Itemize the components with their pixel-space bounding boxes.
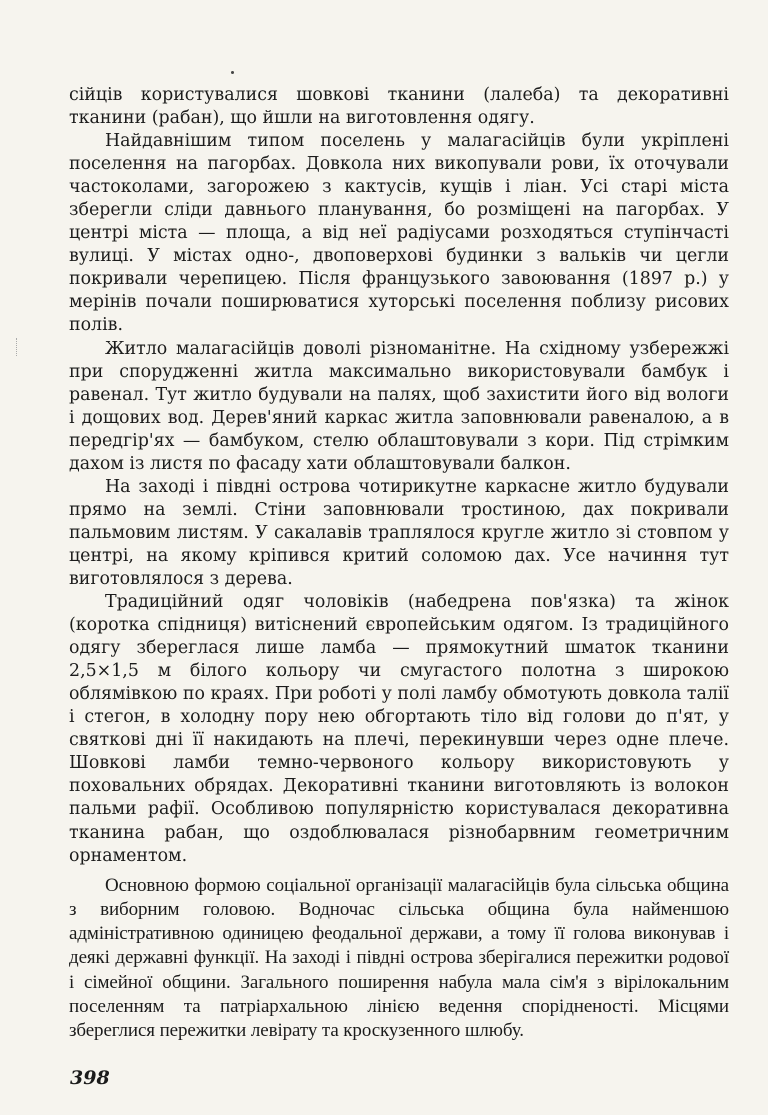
paragraph-social-organization: Основною формою соціальної організації малагасійців була сільська община з виборним головою. Водночас сільська община була найменшою адміністративною одиницею феодальної держави, а тому її голова виконував і деякі державні функції. На заході і півдні острова зберігалися пережитки родової і сімейної общини. Загального поширення набула мала сім'я з вірілокальним поселенням та патріархальною лінією ведення спорідненості. Місцями збереглися пережитки левірату та кроскузенного шлюбу. bbox=[69, 874, 729, 1042]
ink-dot bbox=[231, 71, 234, 74]
page-number: 398 bbox=[70, 1067, 110, 1089]
paragraph-west-south: На заході і півдні острова чотирикутне каркасне житло будували прямо на землі. Стіни заповнювали тростиною, дах покривали пальмовим листям. У сакалавів траплялося кругле житло зі стовпом у центрі, на якому кріпився критий соломою дах. Усе начиння тут виготовлялося з дерева. bbox=[69, 476, 729, 589]
paragraph-continuation: сійців користувалися шовкові тканини (лалеба) та декоративні тканини (рабан), що йшли на виготовлення одягу. bbox=[69, 85, 729, 129]
edge-marks bbox=[16, 338, 21, 356]
paragraph-dwellings: Житло малагасійців доволі різноманітне. На східному узбережжі при спорудженні житла максимально використовували бамбук і равенал. Тут житло будували на палях, щоб захистити його від вологи і дощових вод. Дерев'яний каркас житла заповнювали равеналою, а в передгір'ях — бамбуком, стелю облаштовували з кори. Під стрімким дахом із листя по фасаду хати облаштовували балкон. bbox=[69, 338, 729, 474]
paragraph-settlements: Найдавнішим типом поселень у малагасійців були укріплені поселення на пагорбах. Довкола них викопували рови, їх оточували частоколами, загорожею з кактусів, кущів і ліан. Усі старі міста зберегли сліди давнього планування, бо розміщені на пагорбах. У центрі міста — площа, а від неї радіусами розходяться ступінчасті вулиці. У містах одно-, двоповерхові будинки з вальків чи цегли покривали черепицею. Після французького завоювання (1897 р.) у мерінів почали поширюватися хуторські поселення поблизу рисових полів. bbox=[69, 131, 729, 336]
paragraph-clothing: Традиційний одяг чоловіків (набедрена пов'язка) та жінок (коротка спідниця) витіснений європейським одягом. Із традиційного одягу збереглася лише ламба — прямокутний шматок тканини 2,5×1,5 м білого кольору чи смугастого полотна з широкою облямівкою по краях. При роботі у полі ламбу обмотують довкола талії і стегон, в холодну пору нею обгортають тіло від голови до п'ят, у святкові дні її накидають на плечі, перекинувши через одне плече. Шовкові ламби темно-червоного кольору використовують у поховальних обрядах. Декоративні тканини виготовляють із волокон пальми рафії. Особливою популярністю користувалася декоративна тканина рабан, що оздоблювалася різнобарвним геометричним орнаментом. bbox=[69, 592, 729, 866]
body-text bbox=[69, 84, 729, 1044]
